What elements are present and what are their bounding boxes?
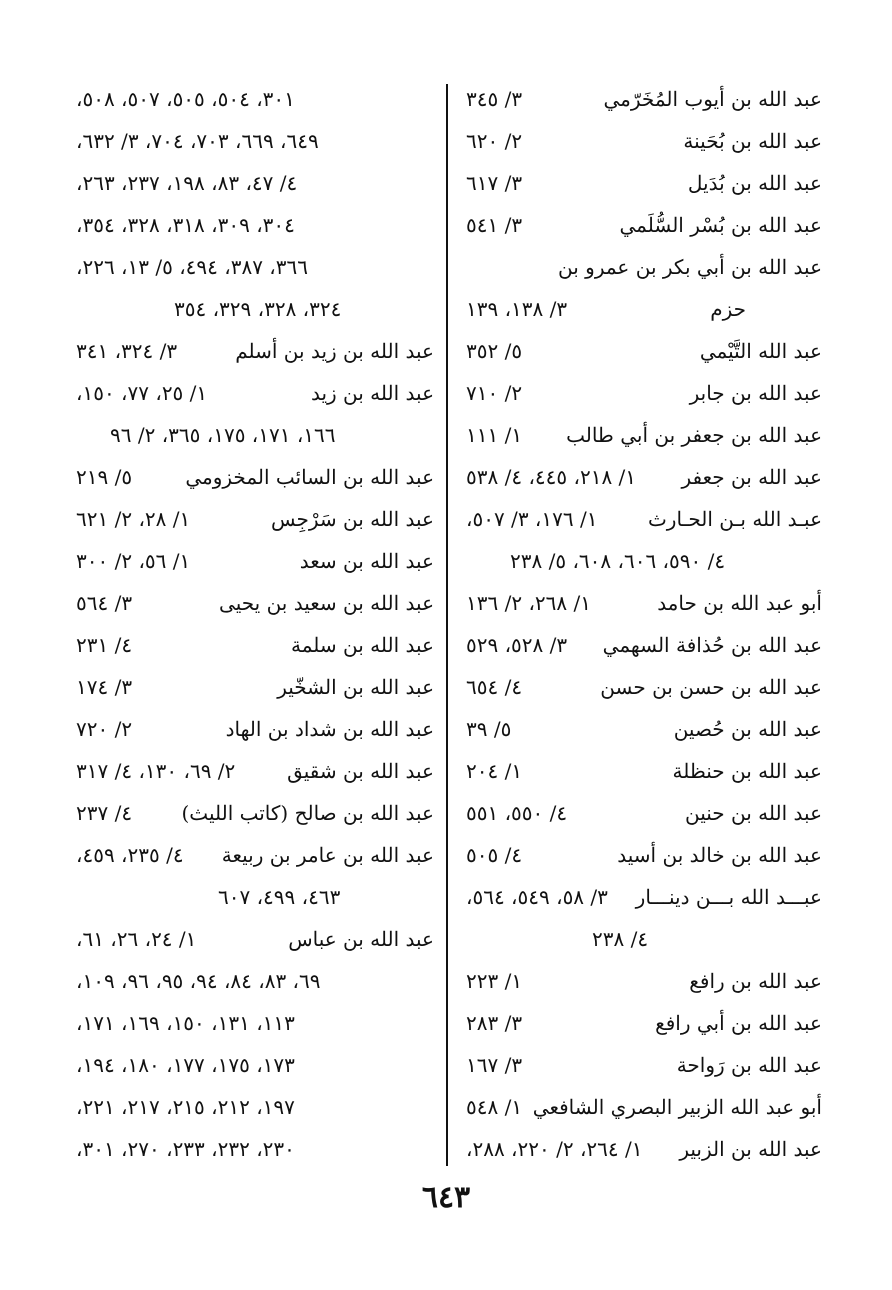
index-entry (452, 960, 822, 1002)
index-entry-continuation (62, 120, 434, 162)
entry-refs: ١/ ٢٠٤ (466, 759, 523, 783)
index-entry-continuation (62, 1002, 434, 1044)
entry-refs: ١٩٧، ٢١٢، ٢١٥، ٢١٧، ٢٢١، (76, 1095, 295, 1119)
index-entry-continuation (62, 876, 434, 918)
entry-refs: ٤/ ٢٣١ (76, 633, 133, 657)
index-entry (452, 204, 822, 246)
entry-refs: ٣/ ٥٨، ٥٤٩، ٥٦٤، (466, 885, 608, 909)
index-entry (452, 582, 822, 624)
index-entry (452, 120, 822, 162)
entry-refs: ٤/ ٥٠٥ (466, 843, 523, 867)
index-entry-continuation (452, 918, 822, 960)
index-entry-continuation (452, 540, 822, 582)
entry-name: عبد الله بن حُذافة السهمي (602, 633, 822, 657)
entry-refs: ١/ ٥٤٨ (466, 1095, 523, 1119)
index-entry (452, 162, 822, 204)
index-entry (452, 666, 822, 708)
entry-name: عبد الله بن سعد (299, 549, 434, 573)
index-entry (452, 792, 822, 834)
entry-name: عبد الله التَّيْمي (699, 339, 822, 363)
entry-refs: ٣/ ١٧٤ (76, 675, 133, 699)
index-entry (62, 582, 434, 624)
index-entry (62, 708, 434, 750)
entry-refs: ١/ ٢٤، ٢٦، ٦١، (76, 927, 197, 951)
entry-refs: ٣٢٤، ٣٢٨، ٣٢٩، ٣٥٤ (174, 297, 342, 321)
index-entry (452, 1002, 822, 1044)
entry-name: عبد الله بن عباس (288, 927, 434, 951)
entry-name: عبد الله بن جعفر بن أبي طالب (566, 423, 822, 447)
entry-refs: ٤/ ٥٩٠، ٦٠٦، ٦٠٨، ٥/ ٢٣٨ (510, 549, 726, 573)
index-entry (62, 498, 434, 540)
entry-name: عبد الله بن رافع (689, 969, 822, 993)
index-entry (452, 246, 822, 288)
index-entry (62, 792, 434, 834)
entry-name: حزم (710, 297, 746, 321)
entry-refs: ١/ ٢٨، ٢/ ٦٢١ (76, 507, 191, 531)
entry-name: عبد الله بن الشخّير (277, 675, 434, 699)
index-entry (62, 456, 434, 498)
entry-refs: ٣/ ٣٤٥ (466, 87, 523, 111)
entry-refs: ١/ ٢٥، ٧٧، ١٥٠، (76, 381, 208, 405)
index-entry (452, 708, 822, 750)
entry-name: عبد الله بن حنين (685, 801, 822, 825)
entry-name: عبد الله بن سَرْجِس (271, 507, 434, 531)
entry-name: عبد الله بن بُحَينة (683, 129, 822, 153)
entry-name: أبو عبد الله بن حامد (657, 591, 822, 615)
index-entry (452, 372, 822, 414)
entry-refs: ٥/ ٣٥٢ (466, 339, 523, 363)
entry-refs: ٤/ ٢٣٧ (76, 801, 133, 825)
entry-name: عبد الله بن عامر بن ربيعة (221, 843, 434, 867)
index-entry (452, 330, 822, 372)
index-entry (452, 456, 822, 498)
index-entry (452, 624, 822, 666)
index-entry (452, 414, 822, 456)
entry-name: عبد الله بن زيد بن أسلم (235, 339, 434, 363)
entry-refs: ٣/ ٦١٧ (466, 171, 523, 195)
entry-name: عبد الله بن سلمة (291, 633, 434, 657)
entry-refs: ١/ ٢٢٣ (466, 969, 523, 993)
entry-refs: ١/ ٥٦، ٢/ ٣٠٠ (76, 549, 191, 573)
entry-refs: ٣/ ٥٤١ (466, 213, 523, 237)
entry-refs: ٣/ ١٣٨، ١٣٩ (466, 297, 568, 321)
entry-name: أبو عبد الله الزبير البصري الشافعي (532, 1095, 822, 1119)
entry-name: عبد الله بن سعيد بن يحيى (219, 591, 434, 615)
entry-refs: ١/ ١١١ (466, 423, 523, 447)
entry-name: عبد الله بن خالد بن أسيد (617, 843, 822, 867)
index-entry (62, 540, 434, 582)
entry-refs: ٤/ ٢٣٨ (592, 927, 649, 951)
index-entry (452, 1044, 822, 1086)
entry-refs: ٤٦٣، ٤٩٩، ٦٠٧ (218, 885, 341, 909)
entry-name: عبد الله بن بُسْر السُّلَمي (619, 213, 822, 237)
entry-refs: ٥/ ٢١٩ (76, 465, 133, 489)
entry-name: عبد الله بن أبي رافع (655, 1011, 822, 1035)
entry-name: عبد الله بن شقيق (287, 759, 434, 783)
index-entry-continuation (62, 1086, 434, 1128)
index-entry-continuation (62, 288, 434, 330)
entry-refs: ٣٠١، ٥٠٤، ٥٠٥، ٥٠٧، ٥٠٨، (76, 87, 295, 111)
entry-name: عبد الله بن جعفر (681, 465, 822, 489)
entry-refs: ٢٣٠، ٢٣٢، ٢٣٣، ٢٧٠، ٣٠١، (76, 1137, 295, 1161)
index-entry (452, 1086, 822, 1128)
index-entry-continuation (62, 1044, 434, 1086)
entry-refs: ١/ ٢١٨، ٤٤٥، ٤/ ٥٣٨ (466, 465, 637, 489)
entry-refs: ١/ ٢٦٨، ٢/ ١٣٦ (466, 591, 591, 615)
entry-refs: ٣٠٤، ٣٠٩، ٣١٨، ٣٢٨، ٣٥٤، (76, 213, 295, 237)
entry-refs: ٣/ ٥٦٤ (76, 591, 133, 615)
index-entry (62, 834, 434, 876)
index-entry (62, 330, 434, 372)
index-entry (452, 750, 822, 792)
entry-name: عبد الله بن جابر (689, 381, 822, 405)
entry-refs: ٢/ ٧٢٠ (76, 717, 133, 741)
entry-refs: ٢/ ٧١٠ (466, 381, 523, 405)
index-entry (452, 288, 822, 330)
entry-name: عبد الله بن صالح (كاتب الليث) (181, 801, 434, 825)
entry-refs: ٣/ ١٦٧ (466, 1053, 523, 1077)
index-entry (452, 834, 822, 876)
entry-name: عبد الله بن الزبير (679, 1137, 822, 1161)
entry-refs: ١/ ٢٦٤، ٢/ ٢٢٠، ٢٨٨، (466, 1137, 643, 1161)
entry-name: عبد الله بن حسن بن حسن (600, 675, 822, 699)
entry-name: عبد الله بن شداد بن الهاد (225, 717, 434, 741)
right-column (452, 78, 822, 1170)
entry-name: عبد الله بن حنظلة (672, 759, 822, 783)
index-entry-continuation (62, 960, 434, 1002)
entry-refs: ١/ ١٧٦، ٣/ ٥٠٧، (466, 507, 598, 531)
page-number: ٦٤٣ (421, 1180, 471, 1215)
entry-refs: ٣/ ٥٢٨، ٥٢٩ (466, 633, 568, 657)
index-entry-continuation (62, 414, 434, 456)
entry-refs: ٢/ ٦٢٠ (466, 129, 523, 153)
left-column (62, 78, 434, 1170)
entry-refs: ٤/ ٤٧، ٨٣، ١٩٨، ٢٣٧، ٢٦٣، (76, 171, 298, 195)
entry-refs: ٣٦٦، ٣٨٧، ٤٩٤، ٥/ ١٣، ٢٢٦، (76, 255, 308, 279)
index-entry-continuation (62, 1128, 434, 1170)
entry-name: عبـــد الله بـــن دينـــار (635, 885, 822, 909)
entry-refs: ٤/ ٦٥٤ (466, 675, 523, 699)
entry-refs: ١٧٣، ١٧٥، ١٧٧، ١٨٠، ١٩٤، (76, 1053, 295, 1077)
entry-refs: ٢/ ٦٩، ١٣٠، ٤/ ٣١٧ (76, 759, 236, 783)
entry-refs: ٣/ ٢٨٣ (466, 1011, 523, 1035)
entry-refs: ٥/ ٣٩ (466, 717, 512, 741)
entry-name: عبد الله بن بُدَيل (687, 171, 822, 195)
index-entry-continuation (62, 204, 434, 246)
entry-name: عبد الله بن السائب المخزومي (185, 465, 434, 489)
index-entry (452, 1128, 822, 1170)
entry-name: عبد الله بن رَواحة (676, 1053, 822, 1077)
entry-refs: ٤/ ٢٣٥، ٤٥٩، (76, 843, 184, 867)
index-entry (452, 876, 822, 918)
entry-name: عبد الله بن أبي بكر بن عمرو بن (558, 255, 822, 279)
index-entry (452, 498, 822, 540)
entry-refs: ٦٩، ٨٣، ٨٤، ٩٤، ٩٥، ٩٦، ١٠٩، (76, 969, 321, 993)
index-entry (62, 624, 434, 666)
index-entry (62, 372, 434, 414)
entry-refs: ١١٣، ١٣١، ١٥٠، ١٦٩، ١٧١، (76, 1011, 295, 1035)
index-entry (62, 666, 434, 708)
entry-refs: ٣/ ٣٢٤، ٣٤١ (76, 339, 178, 363)
entry-refs: ٤/ ٥٥٠، ٥٥١ (466, 801, 568, 825)
index-entry-continuation (62, 246, 434, 288)
entry-name: عبد الله بن زيد (310, 381, 434, 405)
entry-name: عبد الله بن أيوب المُخَرّمي (603, 87, 822, 111)
index-entry-continuation (62, 78, 434, 120)
index-entry-continuation (62, 162, 434, 204)
entry-name: عبـد الله بـن الحـارث (647, 507, 822, 531)
index-entry (452, 78, 822, 120)
index-entry (62, 750, 434, 792)
entry-refs: ٦٤٩، ٦٦٩، ٧٠٣، ٧٠٤، ٣/ ٦٣٢، (76, 129, 319, 153)
index-entry (62, 918, 434, 960)
entry-refs: ١٦٦، ١٧١، ١٧٥، ٣٦٥، ٢/ ٩٦ (110, 423, 336, 447)
entry-name: عبد الله بن حُصين (673, 717, 822, 741)
column-divider (446, 84, 448, 1166)
